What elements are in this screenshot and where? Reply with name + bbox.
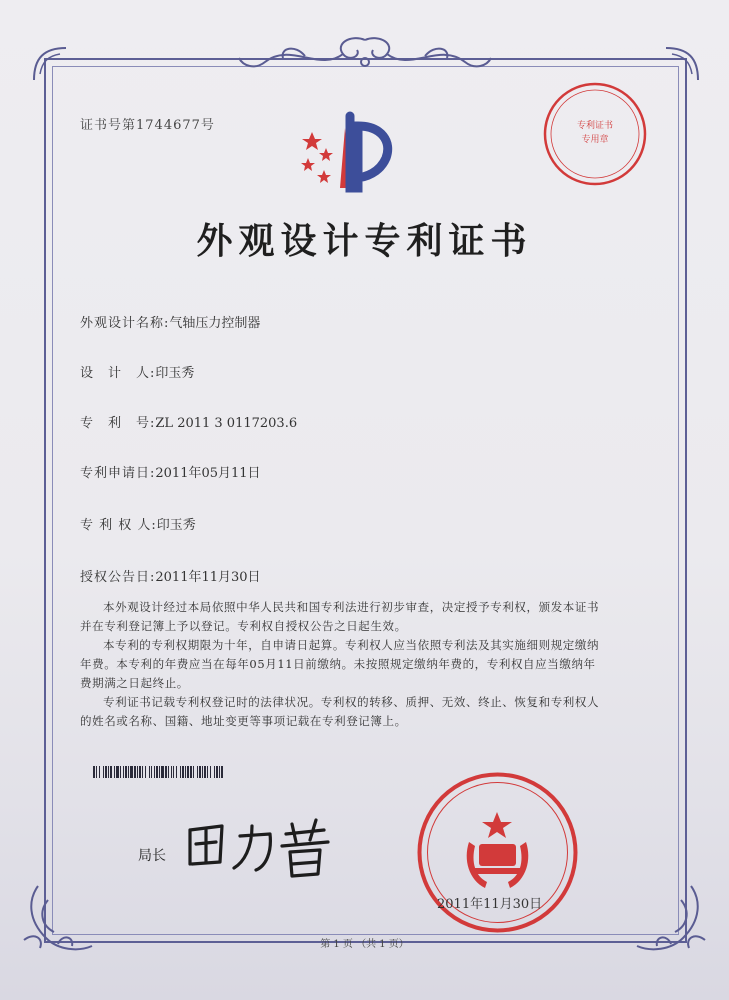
certificate-number: 证书号第1744677号: [80, 118, 215, 133]
patentee-value: 印玉秀: [156, 518, 196, 533]
grant-date: 2011年11月30日: [437, 897, 543, 912]
filing-date-row: [80, 462, 261, 481]
svg-text:专利证书: 专利证书: [576, 121, 614, 131]
filing-date-label: 专利申请日:: [80, 466, 156, 481]
design-name-value: 气轴压力控制器: [169, 316, 261, 331]
designer-value: 印玉秀: [155, 366, 195, 381]
patent-office-logo: [290, 108, 410, 198]
announcement-date-value: 2011年11月30日: [155, 570, 261, 585]
certificate-body-text: [80, 598, 600, 731]
patent-number-row: [80, 412, 297, 431]
designer-row: [80, 362, 194, 381]
director-signature: [178, 812, 338, 882]
top-ornament: [235, 32, 495, 82]
body-paragraph: 本专利的专利权期限为十年，自申请日起算。专利权人应当依照专利法及其实施细则规定缴纳年费。本专利的年费应当在每年05月11日前缴纳。未按照规定缴纳年费的，专利权自应当缴纳年费期满之日起终止。: [80, 638, 600, 690]
director-label: 局长: [138, 848, 166, 864]
body-paragraph: 专利证书记载专利权登记时的法律状况。专利权的转移、质押、无效、终止、恢复和专利权人的姓名或名称、国籍、地址变更等事项记载在专利登记簿上。: [80, 695, 600, 728]
corner-ornament-top-right: [662, 44, 702, 84]
patentee-label: 专 利 权 人:: [80, 518, 157, 533]
certificate-title: 外观设计专利证书: [196, 220, 533, 262]
patent-number-label: 专 利 号:: [80, 416, 156, 431]
svg-text:专用章: 专用章: [581, 135, 609, 145]
barcode: [93, 766, 338, 778]
corner-ornament-top-left: [30, 44, 70, 84]
announcement-date-label: 授权公告日:: [80, 570, 156, 585]
announcement-date-row: [80, 566, 261, 585]
top-right-seal: [541, 80, 649, 188]
patentee-row: [80, 514, 196, 533]
page-number: 第 1 页 （共 1 页）: [320, 939, 409, 950]
design-name-label: 外观设计名称:: [80, 316, 170, 331]
designer-label: 设 计 人:: [80, 366, 156, 381]
filing-date-value: 2011年05月11日: [155, 466, 261, 481]
body-paragraph: 本外观设计经过本局依照中华人民共和国专利法进行初步审查，决定授予专利权，颁发本证书并在专利登记簿上予以登记。专利权自授权公告之日起生效。: [80, 600, 600, 633]
design-name-row: [80, 312, 260, 331]
patent-number-value: ZL 2011 3 0117203.6: [155, 416, 298, 431]
